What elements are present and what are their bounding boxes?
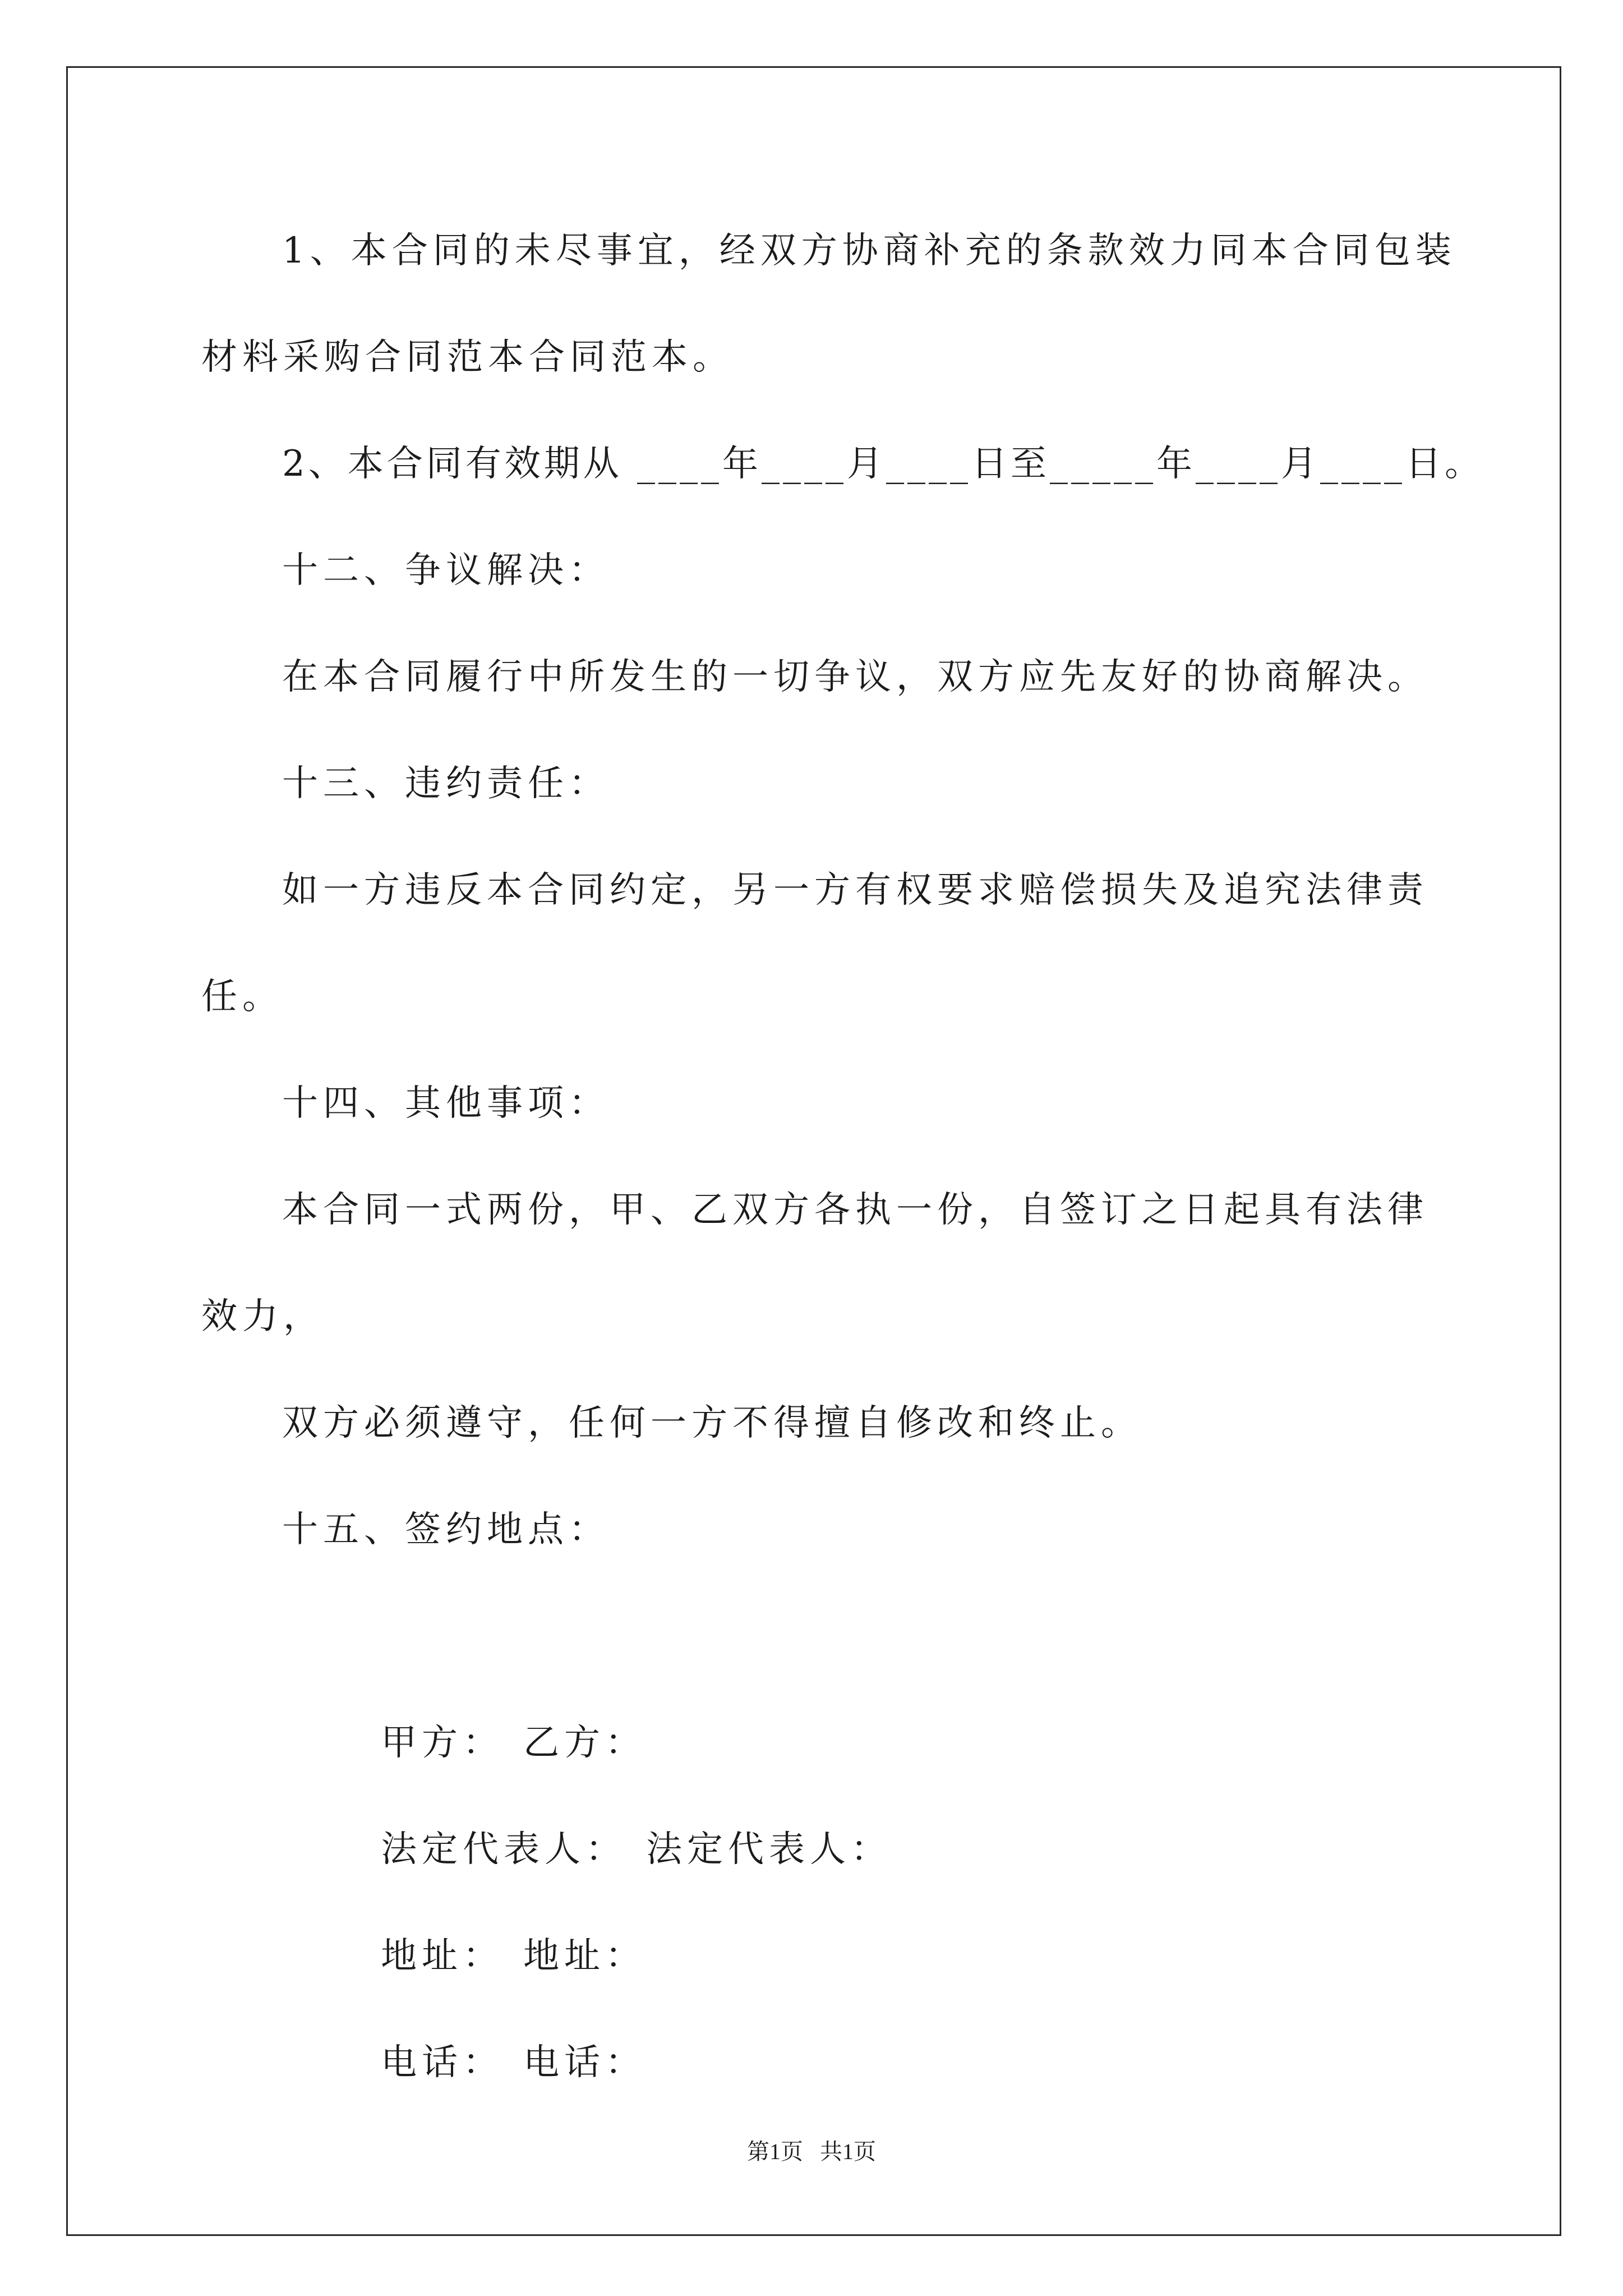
party-a-label: 甲方：	[381, 1722, 504, 1764]
clause-1	[201, 197, 1536, 411]
party-a-label: 地址：	[381, 1935, 504, 1977]
party-a-label: 法定代表人：	[381, 1829, 627, 1870]
signature-block	[201, 1583, 1536, 2083]
party-a-label: 电话：	[381, 2042, 504, 2083]
paragraph-line: 材料采购合同范本合同范本。	[201, 337, 734, 378]
signature-row	[201, 1583, 1536, 1764]
clause-2	[201, 411, 1536, 517]
section-heading: 十二、争议解决：	[282, 550, 610, 591]
party-b-label: 法定代表人：	[646, 1829, 892, 1870]
section-13	[201, 730, 1536, 1050]
section-heading: 十五、签约地点：	[282, 1509, 610, 1550]
page-number-footer: 第1页 共1页	[747, 2139, 876, 2164]
section-15	[201, 1476, 1536, 1583]
paragraph-line: 如一方违反本合同约定，另一方有权要求赔偿损失及追究法律责	[282, 869, 1428, 911]
validity-period-line: 2、本合同有效期从 ____年____月____日至_____年____月____日。	[282, 443, 1484, 485]
paragraph-line: 效力，	[201, 1296, 324, 1337]
party-b-label: 乙方：	[523, 1722, 647, 1764]
section-12	[201, 517, 1536, 730]
party-b-label: 电话：	[523, 2042, 647, 2083]
paragraph-line: 双方必须遵守，任何一方不得擅自修改和终止。	[282, 1402, 1142, 1444]
section-heading: 十三、违约责任：	[282, 763, 610, 804]
document-body	[201, 197, 1536, 2083]
paragraph-line: 1、本合同的未尽事宜，经双方协商补充的条款效力同本合同包装	[282, 230, 1456, 272]
paragraph-line: 在本合同履行中所发生的一切争议，双方应先友好的协商解决。	[282, 656, 1428, 698]
paragraph-line: 任。	[201, 976, 283, 1018]
section-14	[201, 1050, 1536, 1476]
party-b-label: 地址：	[523, 1935, 647, 1977]
section-heading: 十四、其他事项：	[282, 1083, 610, 1124]
paragraph-line: 本合同一式两份，甲、乙双方各执一份，自签订之日起具有法律	[282, 1189, 1428, 1231]
